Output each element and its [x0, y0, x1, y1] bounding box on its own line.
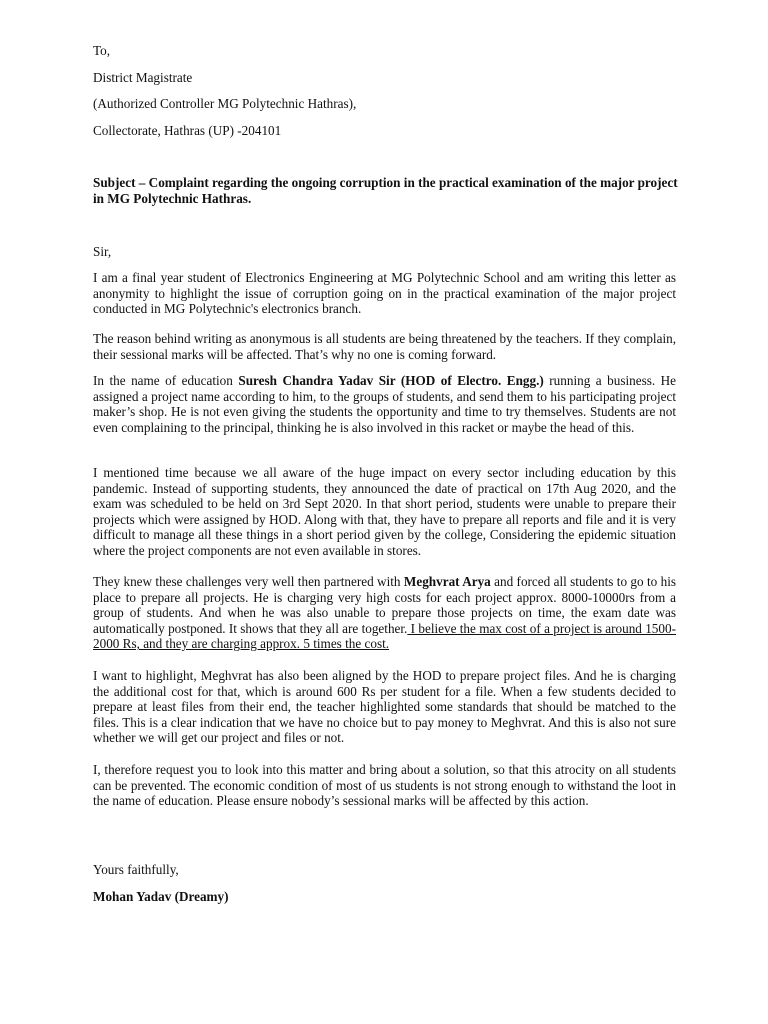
paragraph-hod [93, 373, 676, 435]
cost-statement: I believe the max cost of a project is around 1500-2000 Rs, and they are charging approx. 5 times the cost. [93, 620, 676, 652]
address-recipient: District Magistrate [93, 70, 193, 85]
address-to: To, [93, 43, 111, 58]
address-role: (Authorized Controller MG Polytechnic Hathras), [93, 96, 357, 111]
salutation: Sir, [93, 244, 112, 259]
closing: Yours faithfully, [93, 862, 179, 877]
address-location: Collectorate, Hathras (UP) -204101 [93, 123, 282, 138]
signature: Mohan Yadav (Dreamy) [93, 889, 229, 904]
paragraph-hod-end: running a business. He assigned a project name according to him, to the groups of students, and send them to his participating project maker’s shop. He is not even giving the students the opportunity and time to try themselves. Students are not even complaining to the principal, thinking he is also involved in this racket or maybe the head of this. [93, 373, 676, 435]
paragraph-intro: I am a final year student of Electronics Engineering at MG Polytechnic School and am writing this letter as anonymity to highlight the issue of corruption going on in the practical examination of the major project conducted in MG Polytechnic's electronics branch. [93, 270, 676, 317]
paragraph-partner-start: They knew these challenges very well then partnered with [93, 574, 404, 589]
paragraph-files: I want to highlight, Meghvrat has also been aligned by the HOD to prepare project files. And he is charging the additional cost for that, which is around 600 Rs per student for a file. When a few students decided to prepare at least files from their end, the teacher highlighted some standards that should be matched to the files. This is a clear indication that we have no choice but to pay money to Meghvrat. And this is also not sure whether we will get our project and files or not. [93, 668, 676, 746]
subject-line: Subject – Complaint regarding the ongoing corruption in the practical examination of the major project in MG Polytechnic Hathras. [93, 175, 678, 206]
paragraph-request: I, therefore request you to look into this matter and bring about a solution, so that this atrocity on all students can be prevented. The economic condition of most of us students is not strong enough to withstand the loot in the name of education. Please ensure nobody’s sessional marks will be affected by this action. [93, 762, 676, 809]
paragraph-hod-start: In the name of education [93, 373, 239, 388]
hod-name: Suresh Chandra Yadav Sir (HOD of Electro. Engg.) [238, 373, 544, 388]
paragraph-partner [93, 574, 676, 652]
paragraph-time: I mentioned time because we all aware of the huge impact on every sector including education by this pandemic. Instead of supporting students, they announced the date of practical on 17th Aug 2020, and the exam was scheduled to be held on 3rd Sept 2020. In that short period, students were unable to prepare their projects which were assigned by HOD. Along with that, they have to prepare all reports and file and it is very difficult to manage all these things in a short period given by the college, Considering the epidemic situation where the project components are not even available in stores. [93, 465, 676, 558]
partner-name: Meghvrat Arya [403, 574, 491, 589]
paragraph-anonymity: The reason behind writing as anonymous is all students are being threatened by the teachers. If they complain, their sessional marks will be affected. That’s why no one is coming forward. [93, 331, 676, 362]
paragraph-partner-mid: and forced all students to go to his place to prepare all projects. He is charging very high costs for each project approx. 8000-10000rs from a group of students. And when he was also unable to prepare those projects on time, the exam date was automatically postponed. It shows that they all are together. [93, 574, 676, 636]
